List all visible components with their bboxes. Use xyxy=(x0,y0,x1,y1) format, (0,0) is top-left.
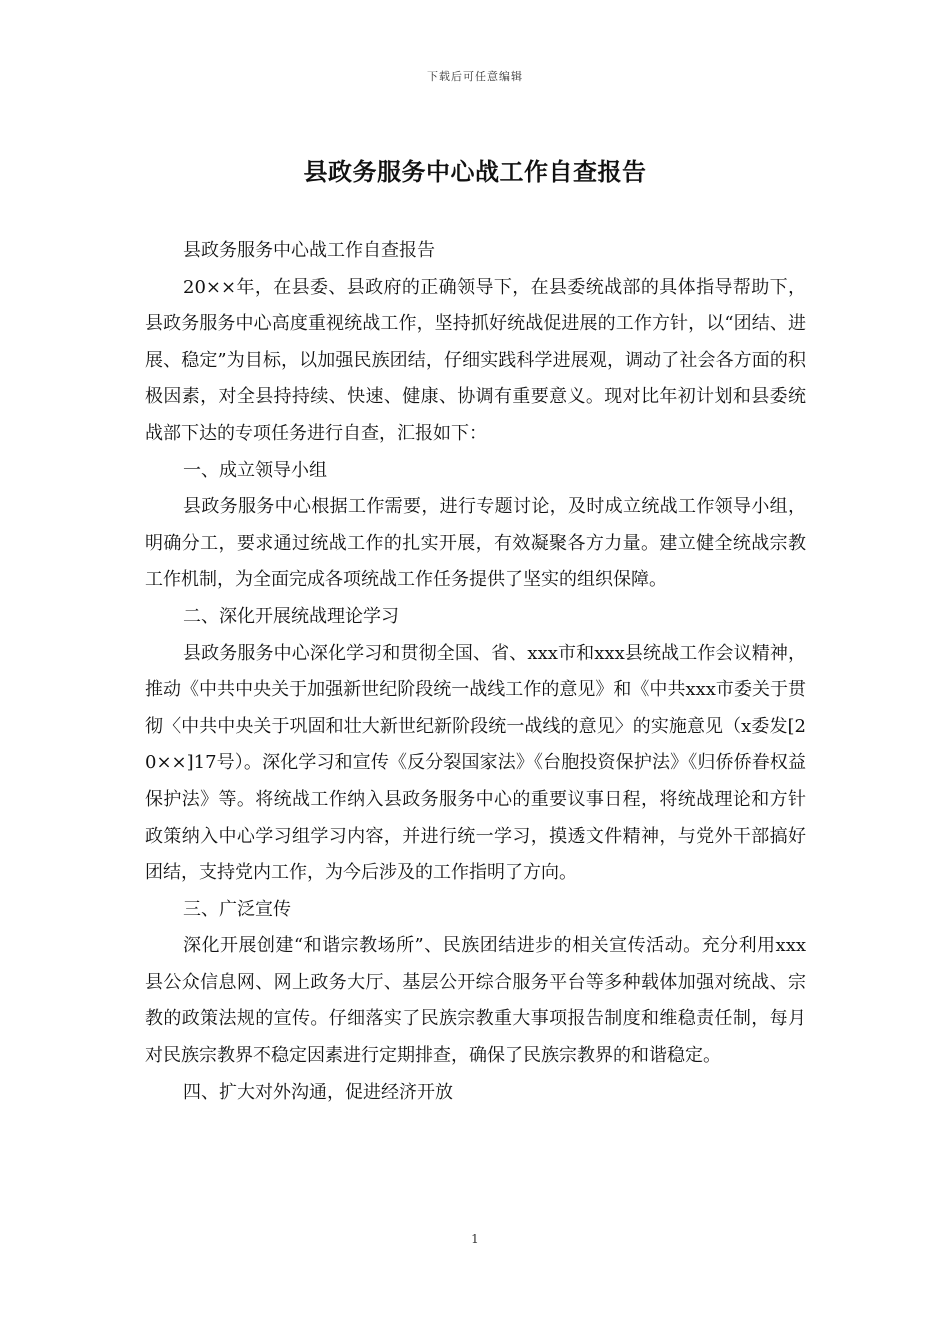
paragraph-section-3: 深化开展创建“和谐宗教场所”、民族团结进步的相关宣传活动。充分利用xxx县公众信息网、网上政务大厅、基层公开综合服务平台等多种载体加强对统战、宗教的政策法规的宣传。仔细落实了民族宗教重大事项报告制度和维稳责任制，每月对民族宗教界不稳定因素进行定期排查，确保了民族宗教界的和谐稳定。 xyxy=(145,935,806,1067)
section-heading-3: 三、广泛宣传 xyxy=(183,898,291,920)
document-body xyxy=(145,233,806,1111)
section-heading-4: 四、扩大对外沟通，促进经济开放 xyxy=(183,1081,453,1103)
paragraph-section-1: 县政务服务中心根据工作需要，进行专题讨论，及时成立统战工作领导小组，明确分工，要求通过统战工作的扎实开展，有效凝聚各方力量。建立健全统战宗教工作机制，为全面完成各项统战工作任务提供了坚实的组织保障。 xyxy=(145,496,806,591)
page-number: 1 xyxy=(471,1232,479,1246)
paragraph-intro: 20××年，在县委、县政府的正确领导下，在县委统战部的具体指导帮助下，县政务服务中心高度重视统战工作，坚持抓好统战促进展的工作方针，以“团结、进展、稳定”为目标，以加强民族团结，仔细实践科学进展观，调动了社会各方面的积极因素，对全县持持续、快速、健康、协调有重要意义。现对比年初计划和县委统战部下达的专项任务进行自查，汇报如下： xyxy=(145,276,806,444)
paragraph-subtitle: 县政务服务中心战工作自查报告 xyxy=(183,240,435,261)
page-header: 下载后可任意编辑 xyxy=(427,70,523,83)
paragraph-section-2: 县政务服务中心深化学习和贯彻全国、省、xxx市和xxx县统战工作会议精神，推动《中共中央关于加强新世纪阶段统一战线工作的意见》和《中共xxx市委关于贯彻〈中共中央关于巩固和壮大新世纪新阶段统一战线的意见〉的实施意见（x委发[20××]17号）。深化学习和宣传《反分裂国家法》《台胞投资保护法》《归侨侨眷权益保护法》等。将统战工作纳入县政务服务中心的重要议事日程，将统战理论和方针政策纳入中心学习组学习内容，并进行统一学习，摸透文件精神，与党外干部搞好团结，支持党内工作，为今后涉及的工作指明了方向。 xyxy=(145,642,806,884)
document-title: 县政务服务中心战工作自查报告 xyxy=(303,158,647,186)
section-heading-2: 二、深化开展统战理论学习 xyxy=(183,605,399,627)
section-heading-1: 一、成立领导小组 xyxy=(183,459,327,481)
